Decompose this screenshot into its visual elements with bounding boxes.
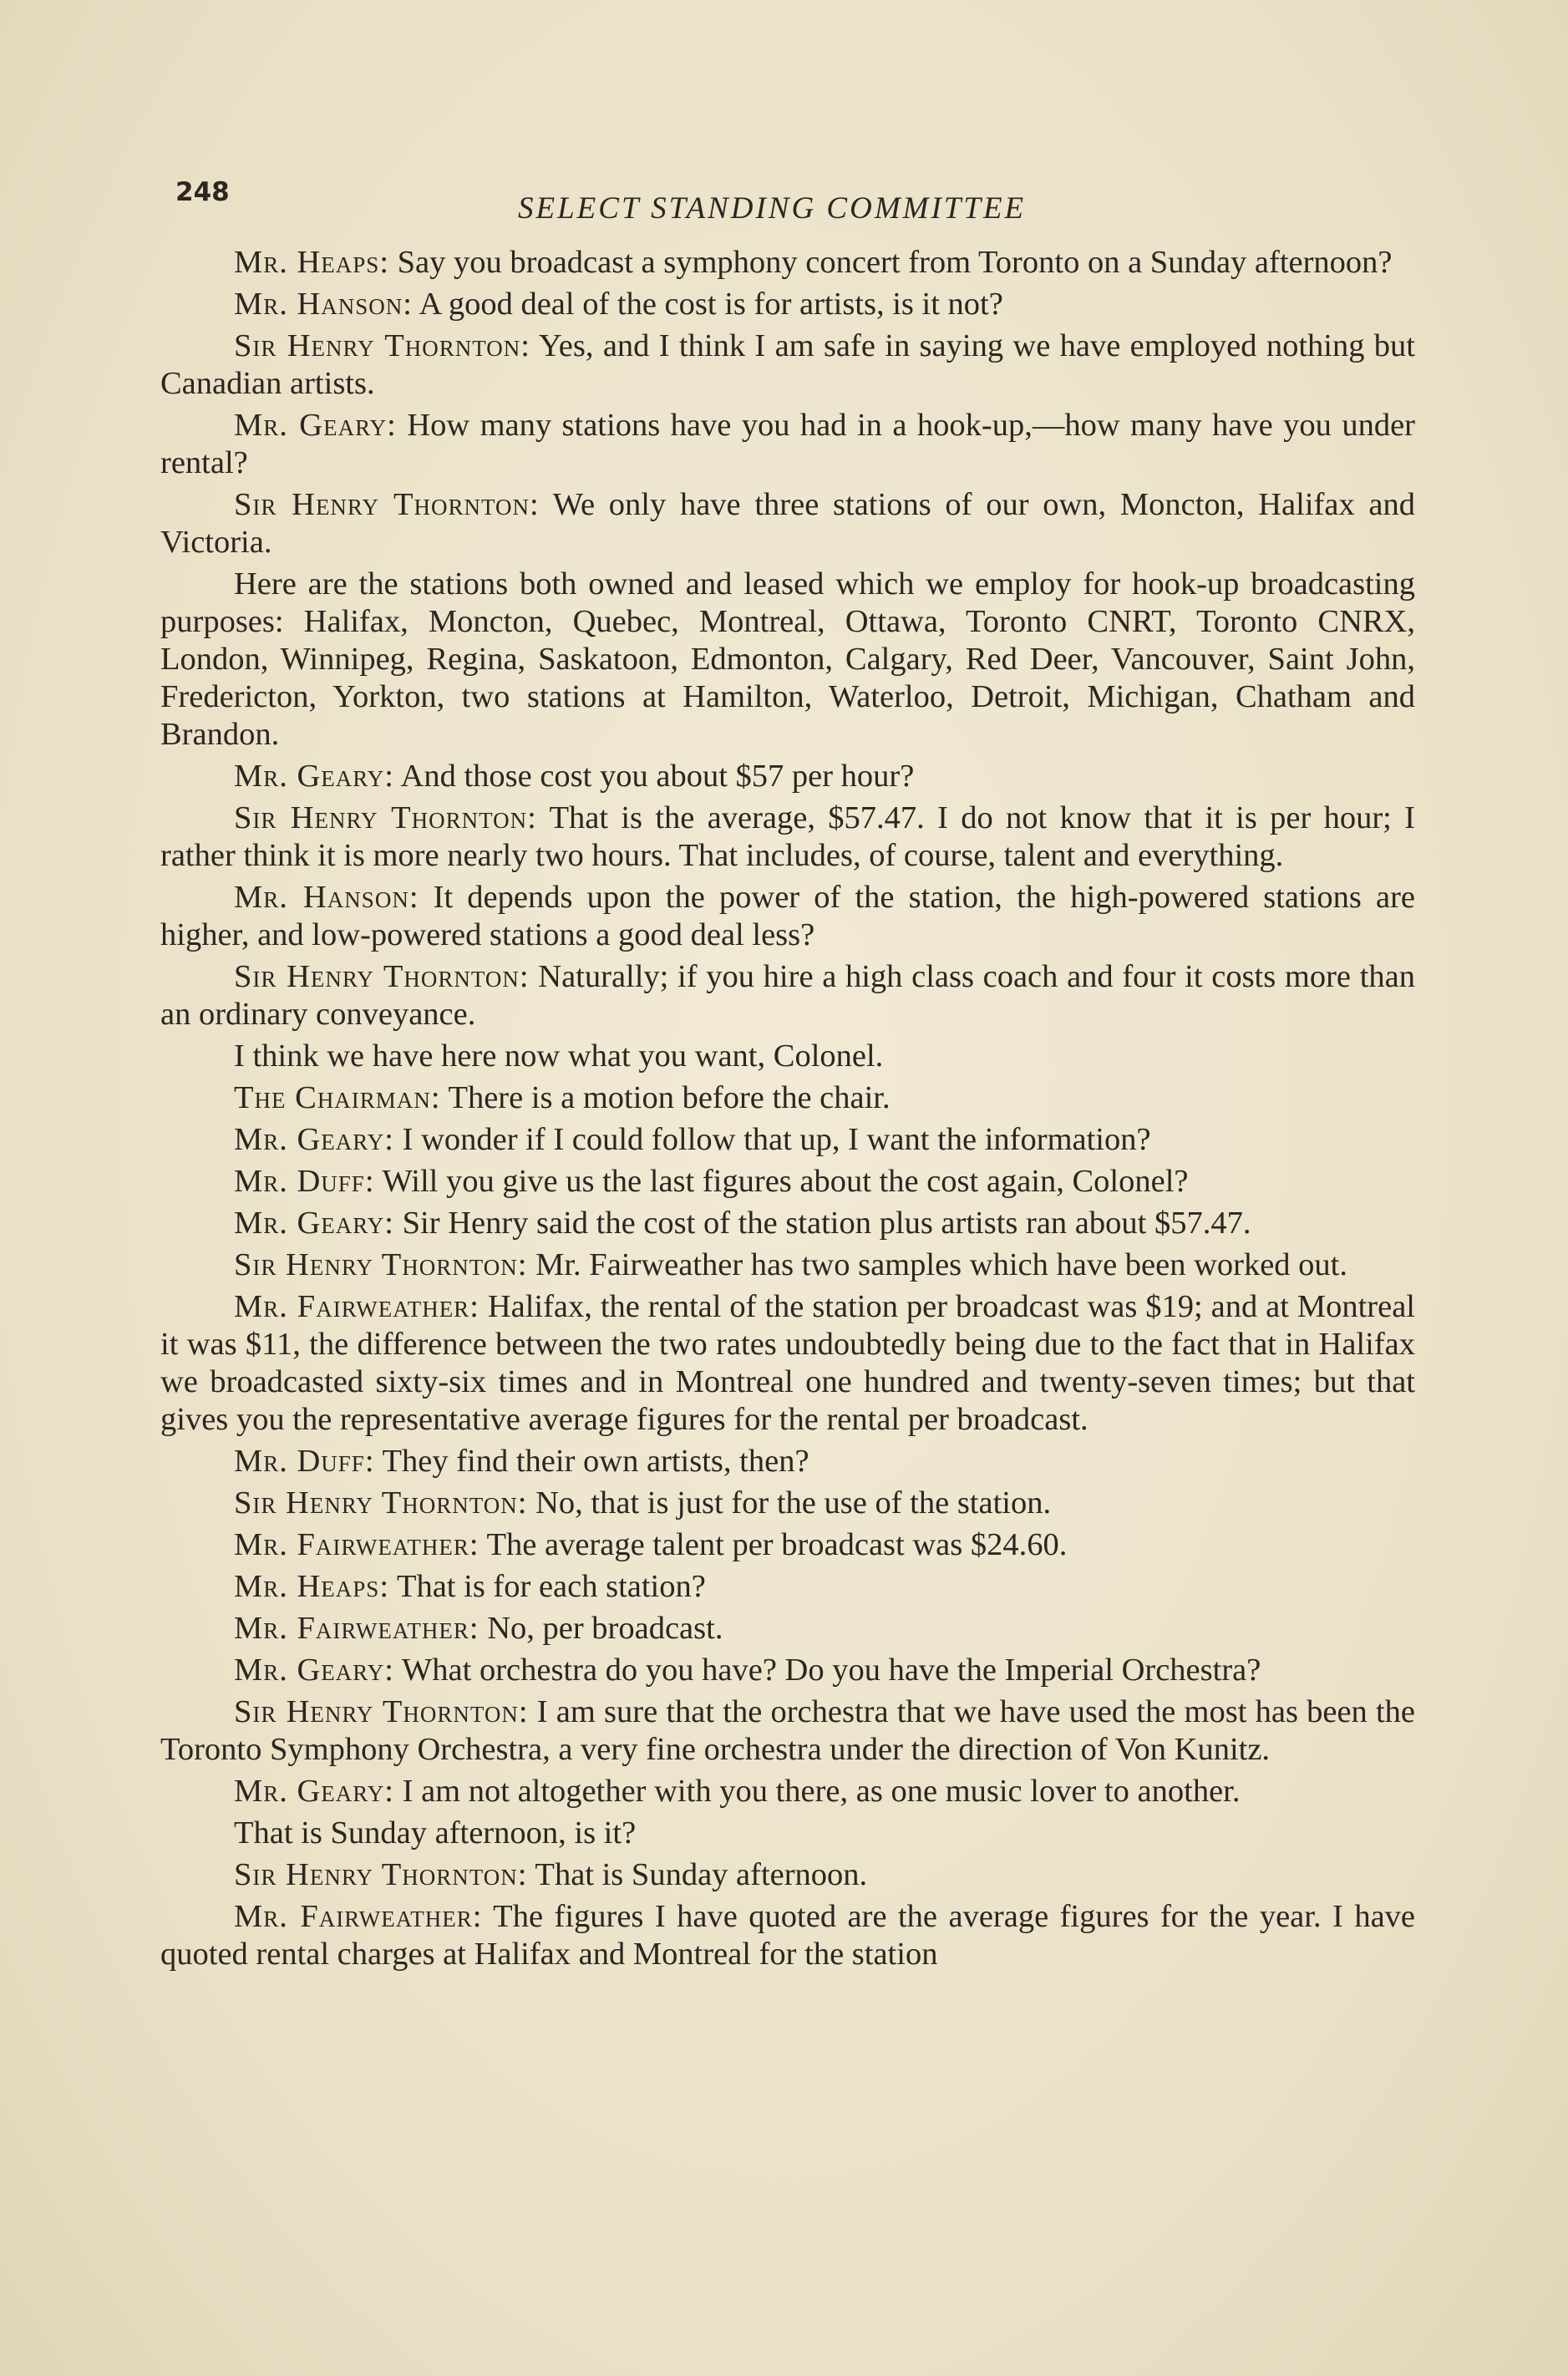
paragraph	[160, 327, 1415, 403]
paragraph	[160, 486, 1415, 561]
transcript-body	[160, 244, 1415, 1977]
paragraph-text: And those cost you about $57 per hour?	[394, 759, 915, 794]
speaker-name: Mr. Duff:	[234, 1444, 375, 1479]
paragraph-text: No, that is just for the use of the station.	[527, 1485, 1052, 1521]
paragraph	[160, 1652, 1415, 1689]
paragraph-text: A good deal of the cost is for artists, is it not?	[413, 287, 1003, 322]
paragraph	[160, 1485, 1415, 1522]
paragraph-text: We only have three stations of our own, Moncton, Halifax and Victoria.	[160, 487, 1416, 560]
speaker-name: Sir Henry Thornton:	[234, 1485, 528, 1521]
paragraph	[160, 244, 1415, 282]
paragraph	[160, 1246, 1415, 1284]
speaker-name: Sir Henry Thornton:	[234, 328, 530, 363]
paragraph	[160, 1079, 1415, 1117]
paragraph-text: No, per broadcast.	[479, 1611, 723, 1646]
speaker-name: Mr. Geary:	[234, 1122, 395, 1157]
paragraph	[160, 1443, 1415, 1480]
paragraph-text: Here are the stations both owned and leased which we employ for hook-up broadcasting purposes: Halifax, Moncton, Quebec, Montreal, Ottawa, Toronto CNRT, Toronto CNRX, London, Winnipeg, Regina, Saskatoon, Edmonton, Calgary, Red Deer, Vancouver, Saint John, Fredericton, Yorkton, two stations at Hamilton, Waterloo, Detroit, Michigan, Chatham and Brandon.	[160, 566, 1415, 752]
speaker-name: Mr. Fairweather:	[234, 1289, 480, 1324]
paragraph	[160, 1205, 1415, 1242]
paragraph	[160, 1568, 1415, 1606]
paragraph-text: Will you give us the last figures about the cost again, Colonel?	[374, 1164, 1189, 1199]
paragraph-text: The average talent per broadcast was $24.60.	[479, 1527, 1068, 1562]
paragraph	[160, 1815, 1415, 1852]
paragraph-text: The figures I have quoted are the average figures for the year. I have quoted rental charges at Halifax and Montreal for the station	[160, 1899, 1415, 1972]
paragraph	[160, 1773, 1415, 1810]
speaker-name: Mr. Hanson:	[234, 287, 414, 322]
speaker-name: Mr. Geary:	[234, 1206, 395, 1241]
speaker-name: Sir Henry Thornton:	[234, 1694, 529, 1729]
paragraph	[160, 407, 1415, 482]
paragraph-text: There is a motion before the chair.	[440, 1080, 891, 1115]
paragraph-text: I am sure that the orchestra that we have used the most has been the Toronto Symphony Orchestra, a very fine orchestra under the direction of Von Kunitz.	[160, 1694, 1416, 1767]
paragraph	[160, 1610, 1415, 1647]
paragraph-text: I wonder if I could follow that up, I want the information?	[394, 1122, 1151, 1157]
paragraph-text: That is for each station?	[389, 1569, 706, 1604]
paragraph	[160, 958, 1415, 1033]
paragraph	[160, 800, 1415, 875]
paragraph	[160, 1288, 1415, 1439]
paragraph-text: I think we have here now what you want, Colonel.	[234, 1038, 884, 1074]
paragraph-text: I am not altogether with you there, as one music lover to another.	[394, 1774, 1241, 1809]
speaker-name: Mr. Geary:	[234, 1653, 395, 1688]
speaker-name: Sir Henry Thornton:	[234, 959, 530, 994]
paragraph	[160, 566, 1415, 754]
paragraph-text: How many stations have you had in a hook-up,—how many have you under rental?	[160, 408, 1415, 480]
paragraph	[160, 1038, 1415, 1075]
speaker-name: Mr. Hanson:	[234, 880, 419, 915]
paragraph-text: That is Sunday afternoon, is it?	[234, 1815, 637, 1851]
speaker-name: Mr. Duff:	[234, 1164, 375, 1199]
speaker-name: Sir Henry Thornton:	[234, 487, 540, 522]
paragraph-text: That is the average, $57.47. I do not know that it is per hour; I rather think it is more nearly two hours. That includes, of course, talent and everything.	[160, 800, 1415, 873]
paragraph	[160, 1693, 1415, 1769]
speaker-name: Mr. Heaps:	[234, 1569, 390, 1604]
speaker-name: Sir Henry Thornton:	[234, 1247, 528, 1282]
paragraph	[160, 1856, 1415, 1894]
paragraph	[160, 758, 1415, 795]
paragraph	[160, 1163, 1415, 1201]
paragraph-text: Yes, and I think I am safe in saying we have employed nothing but Canadian artists.	[160, 328, 1416, 401]
paragraph-text: It depends upon the power of the station, the high-powered stations are higher, and low-powered stations a good deal less?	[160, 880, 1415, 952]
speaker-name: Mr. Geary:	[234, 759, 395, 794]
paragraph-text: Sir Henry said the cost of the station plus artists ran about $57.47.	[394, 1206, 1251, 1241]
paragraph-text: They find their own artists, then?	[374, 1444, 809, 1479]
speaker-name: Mr. Fairweather:	[234, 1611, 480, 1646]
paragraph	[160, 1526, 1415, 1564]
paragraph	[160, 1121, 1415, 1159]
speaker-name: Mr. Geary:	[234, 1774, 395, 1809]
paragraph-text: That is Sunday afternoon.	[527, 1857, 868, 1892]
speaker-name: Sir Henry Thornton:	[234, 800, 537, 835]
speaker-name: The Chairman:	[234, 1080, 441, 1115]
paragraph	[160, 1898, 1415, 1973]
paragraph-text: Naturally; if you hire a high class coach and four it costs more than an ordinary conveyance.	[160, 959, 1415, 1032]
paragraph-text: Halifax, the rental of the station per broadcast was $19; and at Montreal it was $11, the difference between the two rates undoubtedly being due to the fact that in Halifax we broadcasted sixty-six times and in Montreal one hundred and twenty-seven times; but that gives you the representative average figures for the rental per broadcast.	[160, 1289, 1415, 1437]
speaker-name: Mr. Geary:	[234, 408, 397, 443]
running-head	[175, 172, 1412, 226]
paragraph-text: Mr. Fairweather has two samples which have been worked out.	[527, 1247, 1347, 1282]
paragraph	[160, 286, 1415, 323]
page-number: 248	[175, 177, 230, 207]
speaker-name: Mr. Heaps:	[234, 245, 390, 280]
speaker-name: Sir Henry Thornton:	[234, 1857, 528, 1892]
paragraph-text: Say you broadcast a symphony concert from Toronto on a Sunday afternoon?	[389, 245, 1393, 280]
speaker-name: Mr. Fairweather:	[234, 1899, 483, 1934]
speaker-name: Mr. Fairweather:	[234, 1527, 480, 1562]
paragraph-text: What orchestra do you have? Do you have the Imperial Orchestra?	[394, 1653, 1261, 1688]
running-title: SELECT STANDING COMMITTEE	[518, 191, 1027, 226]
paragraph	[160, 879, 1415, 954]
